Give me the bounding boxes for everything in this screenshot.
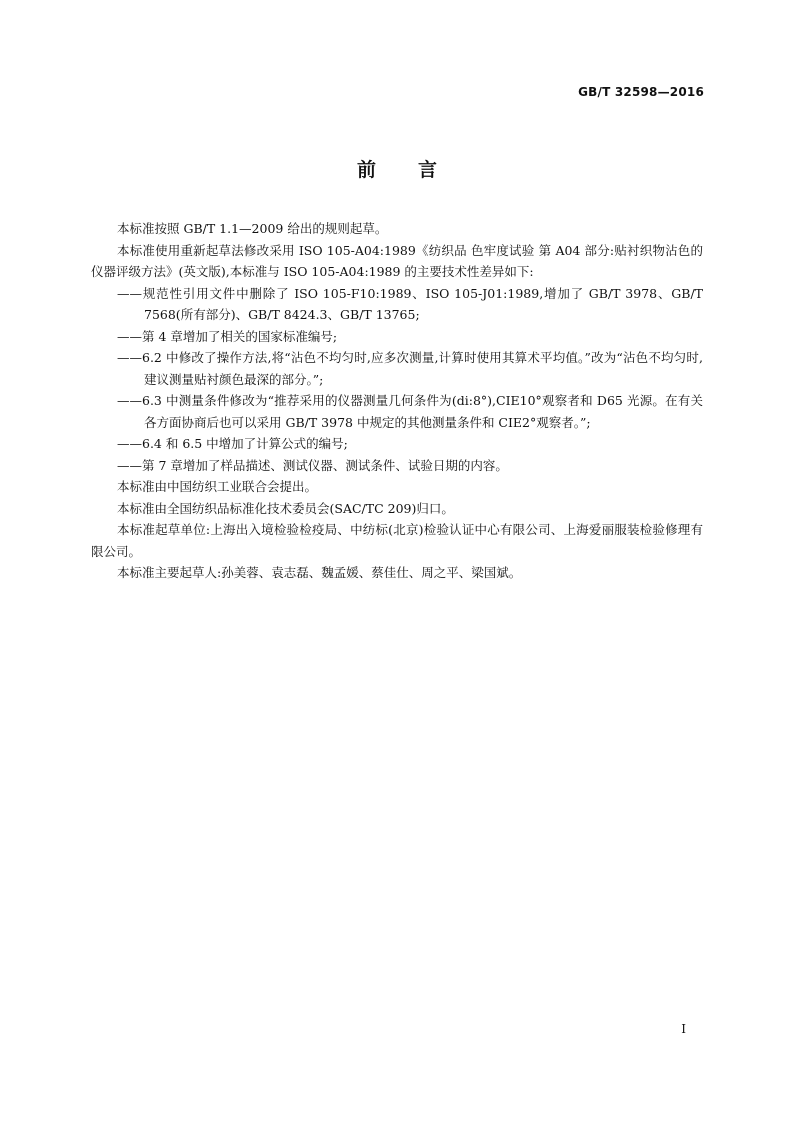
- list-item: ——第 4 章增加了相关的国家标准编号;: [117, 328, 338, 344]
- list-item: ——规范性引用文件中删除了 ISO 105-F10:1989、ISO 105-J01:1989,增加了 GB/T 3978、GB/T 7568(所有部分)、GB/T 8424.3、GB/T 13765;: [117, 285, 703, 322]
- paragraph: 本标准由中国纺织工业联合会提出。: [117, 479, 318, 494]
- list-item: ——第 7 章增加了样品描述、测试仪器、测试条件、试验日期的内容。: [117, 457, 508, 473]
- paragraph: 本标准使用重新起草法修改采用 ISO 105-A04:1989《纺织品 色牢度试验 第 A04 部分:贴衬织物沾色的仪器评级方法》(英文版),本标准与 ISO 105-A04:1989 的主要技术性差异如下:: [91, 242, 703, 279]
- page-number: I: [681, 1022, 686, 1036]
- list-item: ——6.2 中修改了操作方法,将“沾色不均匀时,应多次测量,计算时使用其算术平均值。”改为“沾色不均匀时,建议测量贴衬颜色最深的部分。”;: [117, 350, 703, 387]
- list-item: ——6.4 和 6.5 中增加了计算公式的编号;: [117, 436, 348, 451]
- list-item: ——6.3 中测量条件修改为“推荐采用的仪器测量几何条件为(di:8°),CIE10°观察者和 D65 光源。在有关各方面协商后也可以采用 GB/T 3978 中规定的其他测量条件和 CIE2°观察者。”;: [117, 393, 703, 430]
- standard-id: GB/T 32598—2016: [578, 85, 704, 99]
- paragraph: 本标准主要起草人:孙美蓉、袁志磊、魏孟媛、蔡佳仕、周之平、梁国斌。: [117, 565, 522, 580]
- paragraph: 本标准起草单位:上海出入境检验检疫局、中纺标(北京)检验认证中心有限公司、上海爱丽服装检验修理有限公司。: [91, 522, 703, 559]
- page-title: 前言: [356, 159, 479, 181]
- paragraph: 本标准按照 GB/T 1.1—2009 给出的规则起草。: [117, 221, 388, 236]
- foreword-body: [91, 218, 703, 584]
- paragraph: 本标准由全国纺织品标准化技术委员会(SAC/TC 209)归口。: [117, 500, 454, 516]
